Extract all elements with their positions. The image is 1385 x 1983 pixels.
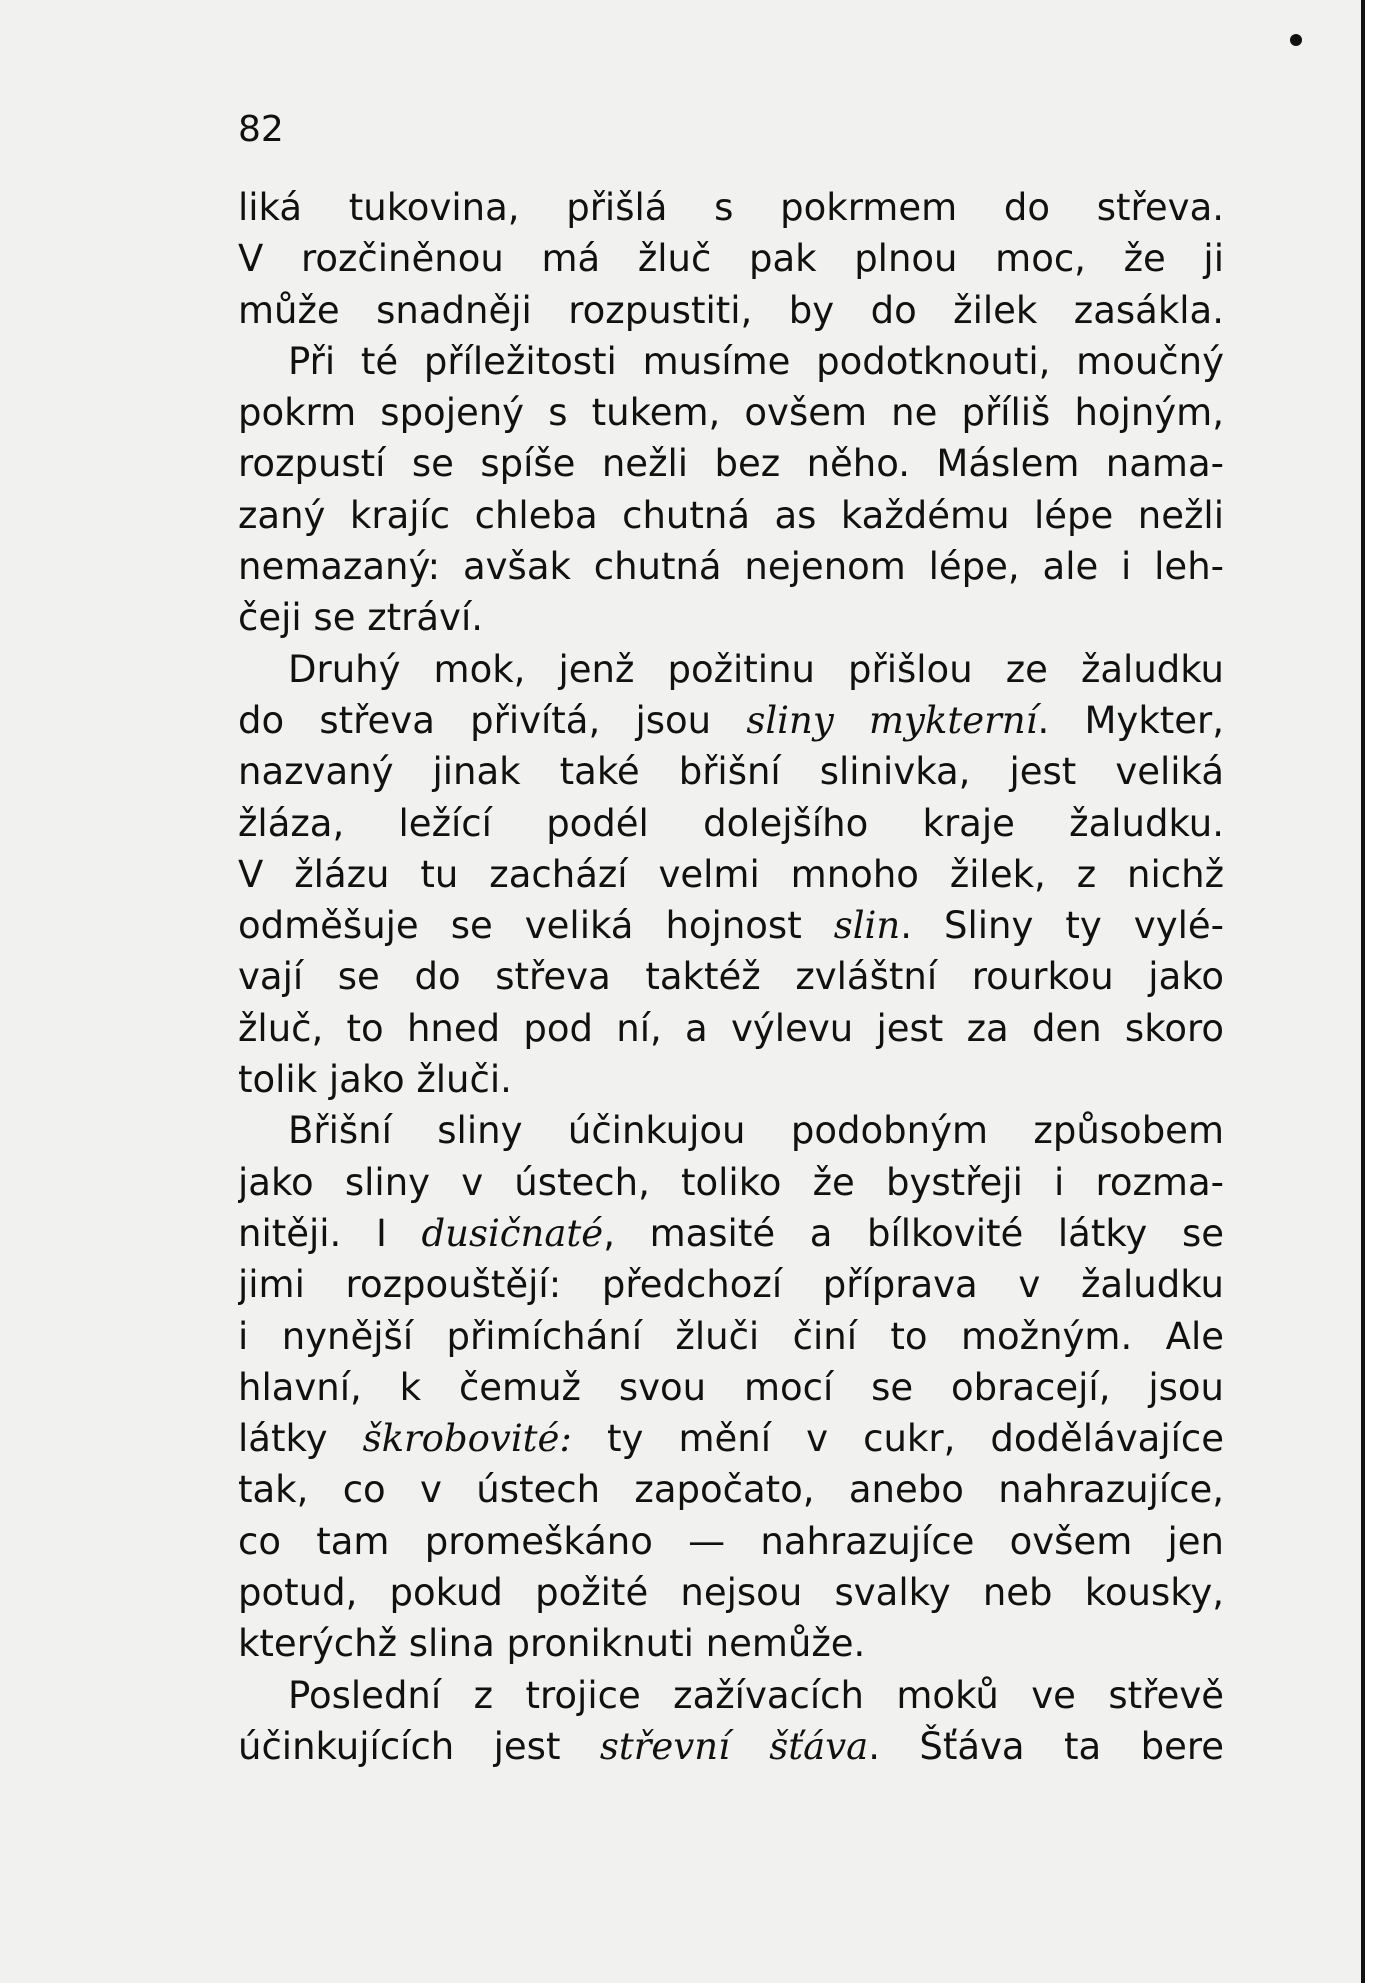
text-line: nemazaný: avšak chutná nejenom lépe, ale i leh-: [238, 545, 1224, 589]
text-segment: látky: [238, 1417, 363, 1461]
text-line: rozpustí se spíše nežli bez něho. Máslem nama-: [238, 442, 1224, 486]
text-line: [238, 1413, 1224, 1464]
text-line: jako sliny v ústech, toliko že bystřeji i rozma-: [238, 1160, 1224, 1204]
italic-phrase: škrobovité:: [362, 1417, 572, 1461]
italic-phrase: slin: [833, 904, 901, 948]
text-segment: . Sliny ty vylé-: [900, 904, 1224, 948]
text-line: Při té příležitosti musíme podotknouti, moučný: [288, 339, 1224, 383]
text-line: tolik jako žluči.: [238, 1058, 512, 1102]
text-line: [238, 900, 1224, 951]
text-line: V rozčiněnou má žluč pak plnou moc, že ji: [238, 237, 1224, 281]
italic-phrase: střevní šťáva: [599, 1724, 869, 1768]
text-segment: účinkujících jest: [238, 1724, 600, 1768]
text-line: co tam promeškáno — nahrazujíce ovšem jen: [238, 1519, 1224, 1563]
text-segment: nitěji. I: [238, 1211, 422, 1255]
text-segment: ty mění v cukr, dodělávajíce: [571, 1417, 1224, 1461]
text-line: tak, co v ústech započato, anebo nahrazujíce,: [238, 1468, 1224, 1512]
text-line: [238, 695, 1224, 746]
text-line: V žlázu tu zachází velmi mnoho žilek, z nichž: [238, 852, 1224, 896]
text-segment: , masité a bílkovité látky se: [603, 1211, 1224, 1255]
text-line: zaný krajíc chleba chutná as každému lépe nežli: [238, 493, 1224, 537]
page-edge-mark: [1290, 34, 1302, 46]
text-line: může snadněji rozpustiti, by do žilek zasákla.: [238, 288, 1224, 332]
text-line: žluč, to hned pod ní, a výlevu jest za den skoro: [238, 1006, 1224, 1050]
text-segment: do střeva přivítá, jsou: [238, 698, 747, 742]
text-line: liká tukovina, přišlá s pokrmem do střeva.: [238, 186, 1224, 229]
text-line: Poslední z trojice zažívacích moků ve střevě: [288, 1673, 1224, 1717]
italic-phrase: sliny mykterní: [746, 698, 1038, 742]
text-line: Břišní sliny účinkujou podobným způsobem: [288, 1109, 1224, 1153]
page-number: 82: [238, 109, 284, 150]
text-line: jimi rozpouštějí: předchozí příprava v žaludku: [238, 1263, 1224, 1307]
text-line: čeji se ztráví.: [238, 596, 483, 640]
italic-phrase: dusičnaté: [421, 1211, 604, 1255]
text-line: [238, 1721, 1224, 1772]
text-line: [238, 1208, 1224, 1259]
text-line: nazvaný jinak také břišní slinivka, jest veliká: [238, 750, 1224, 794]
text-line: vají se do střeva taktéž zvláštní rourkou jako: [238, 955, 1224, 999]
text-line: [238, 644, 1224, 695]
text-segment: . Mykter,: [1037, 698, 1224, 742]
body-text: [238, 182, 1224, 1772]
text-line: žláza, ležící podél dolejšího kraje žaludku.: [238, 801, 1224, 845]
text-segment: odměšuje se veliká hojnost: [238, 904, 834, 948]
text-line: hlavní, k čemuž svou mocí se obracejí, jsou: [238, 1365, 1224, 1409]
text-line: pokrm spojený s tukem, ovšem ne příliš hojným,: [238, 391, 1224, 435]
text-segment: Druhý mok, jenž požitinu přišlou ze žaludku: [288, 647, 1224, 691]
text-segment: . Šťáva ta bere: [868, 1724, 1224, 1768]
text-line: kterýchž slina proniknuti nemůže.: [238, 1622, 866, 1666]
text-line: potud, pokud požité nejsou svalky neb kousky,: [238, 1571, 1224, 1615]
text-line: i nynější přimíchání žluči činí to možným. Ale: [238, 1314, 1224, 1358]
